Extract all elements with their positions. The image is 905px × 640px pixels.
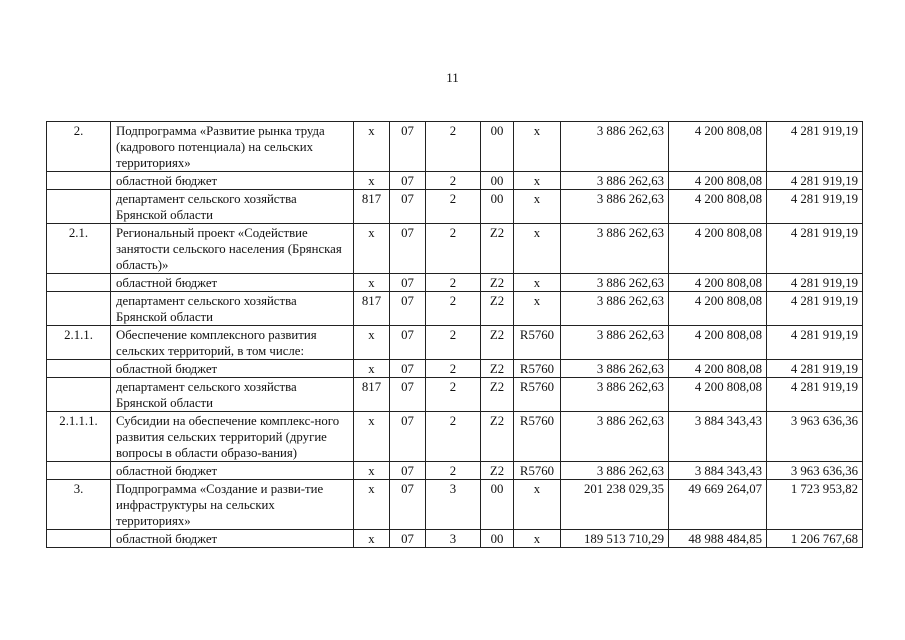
code-subprogram: 2 (426, 122, 481, 172)
code-direction: 00 (481, 530, 514, 548)
amount-year2: 4 200 808,08 (669, 360, 767, 378)
row-number: 2.1.1.1. (47, 412, 111, 462)
code-program: 07 (390, 360, 426, 378)
amount-year2: 3 884 343,43 (669, 462, 767, 480)
row-name: областной бюджет (111, 172, 354, 190)
code-gr: 817 (354, 292, 390, 326)
row-name: Региональный проект «Содействие занятости сельского населения (Брянская область)» (111, 224, 354, 274)
code-expense: R5760 (514, 462, 561, 480)
code-gr: х (354, 480, 390, 530)
table-row (47, 172, 863, 190)
code-expense: х (514, 190, 561, 224)
amount-year1: 3 886 262,63 (561, 190, 669, 224)
row-number (47, 292, 111, 326)
code-gr: х (354, 412, 390, 462)
code-direction: 00 (481, 480, 514, 530)
amount-year3: 4 281 919,19 (767, 326, 863, 360)
code-subprogram: 2 (426, 292, 481, 326)
code-program: 07 (390, 480, 426, 530)
row-name: департамент сельского хозяйства Брянской области (111, 292, 354, 326)
amount-year1: 3 886 262,63 (561, 412, 669, 462)
row-name: Субсидии на обеспечение комплекс-ного развития сельских территорий (другие вопросы в области образо-вания) (111, 412, 354, 462)
amount-year1: 3 886 262,63 (561, 292, 669, 326)
code-expense: х (514, 274, 561, 292)
amount-year3: 1 723 953,82 (767, 480, 863, 530)
amount-year3: 3 963 636,36 (767, 462, 863, 480)
amount-year1: 189 513 710,29 (561, 530, 669, 548)
code-direction: Z2 (481, 274, 514, 292)
table-row (47, 224, 863, 274)
code-program: 07 (390, 530, 426, 548)
code-program: 07 (390, 412, 426, 462)
code-program: 07 (390, 378, 426, 412)
page-number: 11 (446, 70, 459, 85)
row-name: областной бюджет (111, 530, 354, 548)
code-expense: х (514, 172, 561, 190)
amount-year1: 3 886 262,63 (561, 172, 669, 190)
code-gr: х (354, 224, 390, 274)
code-direction: Z2 (481, 292, 514, 326)
amount-year2: 4 200 808,08 (669, 378, 767, 412)
row-name: областной бюджет (111, 360, 354, 378)
code-gr: х (354, 172, 390, 190)
row-name: Подпрограмма «Развитие рынка труда (кадрового потенциала) на сельских территориях» (111, 122, 354, 172)
code-direction: 00 (481, 122, 514, 172)
row-number: 2.1.1. (47, 326, 111, 360)
code-subprogram: 2 (426, 378, 481, 412)
row-number (47, 190, 111, 224)
table-row (47, 326, 863, 360)
amount-year3: 4 281 919,19 (767, 360, 863, 378)
amount-year1: 3 886 262,63 (561, 326, 669, 360)
code-expense: R5760 (514, 378, 561, 412)
amount-year3: 4 281 919,19 (767, 172, 863, 190)
code-gr: х (354, 530, 390, 548)
code-direction: 00 (481, 190, 514, 224)
code-subprogram: 2 (426, 412, 481, 462)
code-gr: х (354, 122, 390, 172)
row-number (47, 360, 111, 378)
amount-year2: 4 200 808,08 (669, 292, 767, 326)
code-subprogram: 2 (426, 224, 481, 274)
row-name: областной бюджет (111, 274, 354, 292)
amount-year1: 3 886 262,63 (561, 274, 669, 292)
row-number (47, 462, 111, 480)
code-expense: х (514, 530, 561, 548)
row-number: 3. (47, 480, 111, 530)
amount-year1: 3 886 262,63 (561, 122, 669, 172)
amount-year2: 3 884 343,43 (669, 412, 767, 462)
table-row (47, 412, 863, 462)
code-program: 07 (390, 172, 426, 190)
amount-year2: 4 200 808,08 (669, 274, 767, 292)
table-row (47, 462, 863, 480)
code-expense: х (514, 122, 561, 172)
code-expense: х (514, 292, 561, 326)
table-row (47, 360, 863, 378)
amount-year2: 48 988 484,85 (669, 530, 767, 548)
code-subprogram: 3 (426, 480, 481, 530)
code-expense: R5760 (514, 360, 561, 378)
amount-year1: 3 886 262,63 (561, 360, 669, 378)
code-subprogram: 2 (426, 326, 481, 360)
code-direction: Z2 (481, 224, 514, 274)
code-expense: R5760 (514, 326, 561, 360)
amount-year3: 4 281 919,19 (767, 122, 863, 172)
amount-year1: 3 886 262,63 (561, 462, 669, 480)
amount-year1: 201 238 029,35 (561, 480, 669, 530)
code-direction: Z2 (481, 378, 514, 412)
amount-year3: 4 281 919,19 (767, 224, 863, 274)
code-subprogram: 2 (426, 274, 481, 292)
code-program: 07 (390, 462, 426, 480)
code-gr: х (354, 274, 390, 292)
code-gr: 817 (354, 378, 390, 412)
amount-year2: 49 669 264,07 (669, 480, 767, 530)
amount-year3: 3 963 636,36 (767, 412, 863, 462)
code-program: 07 (390, 190, 426, 224)
code-subprogram: 2 (426, 360, 481, 378)
amount-year2: 4 200 808,08 (669, 190, 767, 224)
code-direction: Z2 (481, 462, 514, 480)
row-name: департамент сельского хозяйства Брянской области (111, 378, 354, 412)
code-direction: Z2 (481, 360, 514, 378)
row-name: Подпрограмма «Создание и разви-тие инфраструктуры на сельских территориях» (111, 480, 354, 530)
budget-table (46, 121, 863, 548)
code-gr: х (354, 326, 390, 360)
table-row (47, 274, 863, 292)
code-gr: 817 (354, 190, 390, 224)
code-gr: х (354, 360, 390, 378)
row-number: 2. (47, 122, 111, 172)
code-direction: 00 (481, 172, 514, 190)
amount-year2: 4 200 808,08 (669, 122, 767, 172)
code-gr: х (354, 462, 390, 480)
code-program: 07 (390, 122, 426, 172)
amount-year1: 3 886 262,63 (561, 224, 669, 274)
table-row (47, 530, 863, 548)
code-program: 07 (390, 274, 426, 292)
code-program: 07 (390, 326, 426, 360)
code-subprogram: 2 (426, 462, 481, 480)
table-row (47, 480, 863, 530)
row-number (47, 378, 111, 412)
table-row (47, 122, 863, 172)
amount-year2: 4 200 808,08 (669, 326, 767, 360)
amount-year3: 4 281 919,19 (767, 292, 863, 326)
amount-year2: 4 200 808,08 (669, 224, 767, 274)
row-number (47, 274, 111, 292)
table-row (47, 292, 863, 326)
row-name: департамент сельского хозяйства Брянской области (111, 190, 354, 224)
row-number (47, 172, 111, 190)
code-direction: Z2 (481, 412, 514, 462)
table-row (47, 190, 863, 224)
code-expense: х (514, 480, 561, 530)
code-program: 07 (390, 224, 426, 274)
row-name: Обеспечение комплексного развития сельских территорий, в том числе: (111, 326, 354, 360)
code-expense: R5760 (514, 412, 561, 462)
table-row (47, 378, 863, 412)
code-subprogram: 2 (426, 190, 481, 224)
amount-year3: 4 281 919,19 (767, 190, 863, 224)
amount-year3: 1 206 767,68 (767, 530, 863, 548)
row-name: областной бюджет (111, 462, 354, 480)
row-number (47, 530, 111, 548)
code-program: 07 (390, 292, 426, 326)
code-subprogram: 2 (426, 172, 481, 190)
amount-year2: 4 200 808,08 (669, 172, 767, 190)
code-subprogram: 3 (426, 530, 481, 548)
code-direction: Z2 (481, 326, 514, 360)
amount-year3: 4 281 919,19 (767, 378, 863, 412)
amount-year1: 3 886 262,63 (561, 378, 669, 412)
code-expense: х (514, 224, 561, 274)
row-number: 2.1. (47, 224, 111, 274)
amount-year3: 4 281 919,19 (767, 274, 863, 292)
